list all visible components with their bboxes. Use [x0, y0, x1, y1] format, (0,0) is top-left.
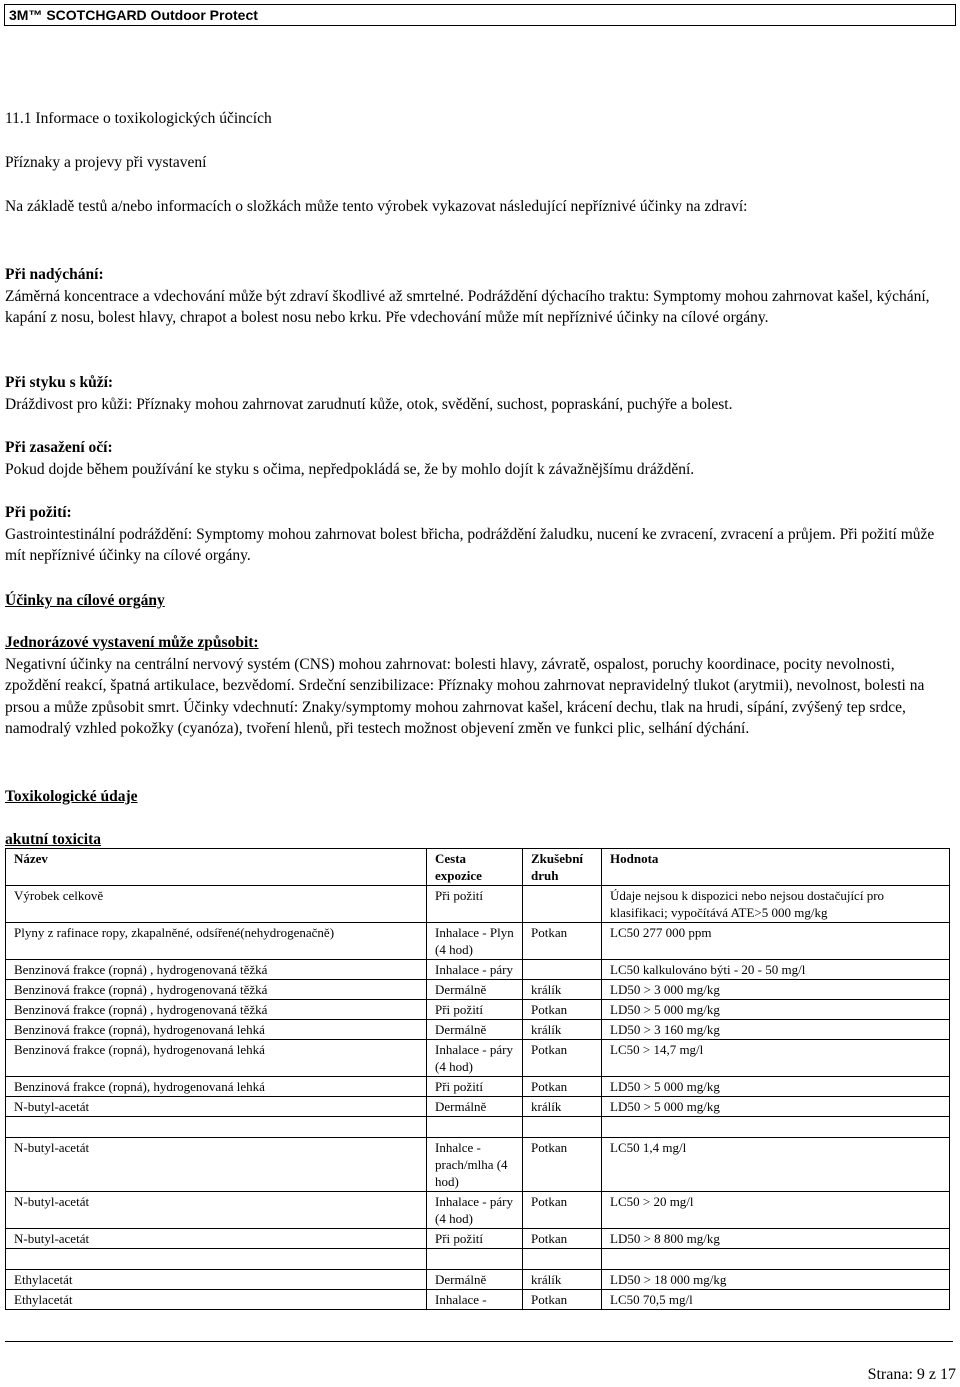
cell-species — [523, 886, 602, 923]
cell-species: Potkan — [523, 1290, 602, 1310]
cell-value: LD50 > 18 000 mg/kg — [602, 1270, 950, 1290]
table-row — [6, 1077, 950, 1097]
cell-route: Dermálně — [427, 980, 523, 1000]
cell-route: Inhalace - páry (4 hod) — [427, 1192, 523, 1229]
spacer-cell — [427, 1117, 523, 1138]
spacer-cell — [427, 1249, 523, 1270]
spacer-cell — [6, 1249, 427, 1270]
header-name: Název — [6, 849, 427, 886]
cell-name: Ethylacetát — [6, 1290, 427, 1310]
cell-value: LC50 1,4 mg/l — [602, 1138, 950, 1192]
cell-name: Benzinová frakce (ropná), hydrogenovaná lehká — [6, 1040, 427, 1077]
symptoms-heading: Příznaky a projevy při vystavení — [5, 154, 207, 171]
cell-route: Při požití — [427, 886, 523, 923]
cell-name: Benzinová frakce (ropná), hydrogenovaná lehká — [6, 1020, 427, 1040]
cell-value: LD50 > 8 800 mg/kg — [602, 1229, 950, 1249]
cell-name: N-butyl-acetát — [6, 1229, 427, 1249]
cell-route: Při požití — [427, 1077, 523, 1097]
cell-value: LC50 kalkulováno býti - 20 - 50 mg/l — [602, 960, 950, 980]
cell-name: Benzinová frakce (ropná) , hydrogenovaná těžká — [6, 1000, 427, 1020]
cell-route: Při požití — [427, 1229, 523, 1249]
cell-route: Při požití — [427, 1000, 523, 1020]
cell-value: LD50 > 5 000 mg/kg — [602, 1077, 950, 1097]
ingestion-text: Gastrointestinální podráždění: Symptomy mohou zahrnovat bolest břicha, podráždění žaludku, nucení ke zvracení, zvracení a průjem. Při požití může mít nepříznivé účinky na cílové orgány. — [5, 525, 935, 564]
table-row — [6, 923, 950, 960]
footer-divider — [5, 1341, 953, 1342]
eyes-block — [5, 437, 951, 480]
acute-toxicity-heading: akutní toxicita — [5, 831, 102, 848]
table-row — [6, 886, 950, 923]
cell-species: Potkan — [523, 1229, 602, 1249]
cell-route: Inhalace - páry — [427, 960, 523, 980]
target-organs-heading: Účinky na cílové orgány — [5, 592, 165, 609]
spacer-cell — [523, 1249, 602, 1270]
table-row — [6, 1138, 950, 1192]
acute-toxicity-table — [5, 848, 950, 1310]
table-row — [6, 1097, 950, 1117]
spacer-cell — [602, 1117, 950, 1138]
cell-value: LD50 > 5 000 mg/kg — [602, 1097, 950, 1117]
cell-value: LC50 70,5 mg/l — [602, 1290, 950, 1310]
table-spacer-row — [6, 1249, 950, 1270]
cell-value: LC50 > 14,7 mg/l — [602, 1040, 950, 1077]
cell-species: Potkan — [523, 1077, 602, 1097]
cell-species — [523, 960, 602, 980]
cell-name: N-butyl-acetát — [6, 1138, 427, 1192]
spacer-cell — [523, 1117, 602, 1138]
eyes-text: Pokud dojde během používání ke styku s očima, nepředpokládá se, že by mohlo dojít k závažnějšímu dráždění. — [5, 460, 695, 478]
skin-label: Při styku s kůží: — [5, 374, 114, 391]
table-spacer-row — [6, 1117, 950, 1138]
cell-species: Potkan — [523, 1040, 602, 1077]
header-species: Zkušební druh — [523, 849, 602, 886]
product-title: 3M™ SCOTCHGARD Outdoor Protect — [9, 7, 258, 23]
table-row — [6, 1229, 950, 1249]
section-title: 11.1 Informace o toxikologických účincích — [5, 110, 272, 127]
cell-name: Plyny z rafinace ropy, zkapalněné, odsířené(nehydrogenačně) — [6, 923, 427, 960]
cell-route: Inhalace - Plyn (4 hod) — [427, 923, 523, 960]
cell-value: LC50 277 000 ppm — [602, 923, 950, 960]
cell-species: králík — [523, 1020, 602, 1040]
table-row — [6, 1000, 950, 1020]
table-header-row — [6, 849, 950, 886]
cell-route: Dermálně — [427, 1270, 523, 1290]
cell-value: LD50 > 5 000 mg/kg — [602, 1000, 950, 1020]
cell-name: Výrobek celkově — [6, 886, 427, 923]
cell-name: N-butyl-acetát — [6, 1097, 427, 1117]
cell-species: Potkan — [523, 1000, 602, 1020]
spacer-cell — [602, 1249, 950, 1270]
cell-name: N-butyl-acetát — [6, 1192, 427, 1229]
header-route: Cesta expozice — [427, 849, 523, 886]
table-row — [6, 980, 950, 1000]
inhalation-label: Při nadýchání: — [5, 266, 104, 283]
table-row — [6, 960, 950, 980]
cell-value: LC50 > 20 mg/l — [602, 1192, 950, 1229]
cell-species: králík — [523, 980, 602, 1000]
cell-value: LD50 > 3 160 mg/kg — [602, 1020, 950, 1040]
single-exposure-label: Jednorázové vystavení může způsobit: — [5, 634, 259, 651]
table-row — [6, 1020, 950, 1040]
cell-species: Potkan — [523, 1138, 602, 1192]
inhalation-text: Záměrná koncentrace a vdechování může být zdraví škodlivé až smrtelné. Podráždění dýchacího traktu: Symptomy mohou zahrnovat kašel, kýchání, kapání z nosu, bolest hlavy, chrapot a bolest nosu nebo krku. Pře vdechování může mít nepříznivé účinky na cílové orgány. — [5, 287, 930, 326]
cell-name: Benzinová frakce (ropná) , hydrogenovaná těžká — [6, 960, 427, 980]
cell-route: Inhalace - páry (4 hod) — [427, 1040, 523, 1077]
cell-value: Údaje nejsou k dispozici nebo nejsou dostačující pro klasifikaci; vypočítává ATE>5 000 mg/kg — [602, 886, 950, 923]
eyes-label: Při zasažení očí: — [5, 439, 113, 456]
single-exposure-block — [5, 632, 951, 740]
cell-route: Dermálně — [427, 1020, 523, 1040]
cell-route: Inhalce - prach/mlha (4 hod) — [427, 1138, 523, 1192]
table-row — [6, 1040, 950, 1077]
inhalation-block — [5, 264, 951, 329]
ingestion-block — [5, 502, 951, 567]
table-row — [6, 1290, 950, 1310]
skin-block — [5, 372, 951, 415]
spacer-cell — [6, 1117, 427, 1138]
skin-text: Dráždivost pro kůži: Příznaky mohou zahrnovat zarudnutí kůže, otok, svědění, suchost, popraskání, puchýře a bolest. — [5, 395, 733, 413]
cell-name: Benzinová frakce (ropná) , hydrogenovaná těžká — [6, 980, 427, 1000]
cell-species: Potkan — [523, 923, 602, 960]
single-exposure-text: Negativní účinky na centrální nervový systém (CNS) mohou zahrnovat: bolesti hlavy, závratě, ospalost, poruchy koordinace, pocity nevolnosti, zpoždění reakcí, špatná artikulace, bezvědomí. Srdeční senzibilizace: Příznaky mohou zahrnovat nepravidelný tlukot (arytmii), nevolnost, bolesti na prsou a může způsobit smrt. Účinky vdechnutí: Znaky/symptomy mohou zahrnovat kašel, krácení dechu, tlak na hrudi, sípání, zvýšený tep srdce, namodralý vzhled pokožky (cyanóza), tvoření hlenů, při testech možnost objevení změn ve funkci plic, selhání dýchání. — [5, 655, 925, 737]
table-row — [6, 1192, 950, 1229]
cell-name: Benzinová frakce (ropná), hydrogenovaná lehká — [6, 1077, 427, 1097]
tox-heading: Toxikologické údaje — [5, 788, 138, 805]
header-value: Hodnota — [602, 849, 950, 886]
table-row — [6, 1270, 950, 1290]
cell-route: Dermálně — [427, 1097, 523, 1117]
ingestion-label: Při požití: — [5, 504, 72, 521]
cell-species: králík — [523, 1270, 602, 1290]
cell-species: Potkan — [523, 1192, 602, 1229]
cell-route: Inhalace - — [427, 1290, 523, 1310]
document-header — [4, 4, 956, 26]
cell-species: králík — [523, 1097, 602, 1117]
cell-name: Ethylacetát — [6, 1270, 427, 1290]
page-number: Strana: 9 z 17 — [867, 1366, 956, 1383]
intro-text: Na základě testů a/nebo informacích o složkách může tento výrobek vykazovat následující nepříznivé účinky na zdraví: — [5, 198, 748, 215]
cell-value: LD50 > 3 000 mg/kg — [602, 980, 950, 1000]
